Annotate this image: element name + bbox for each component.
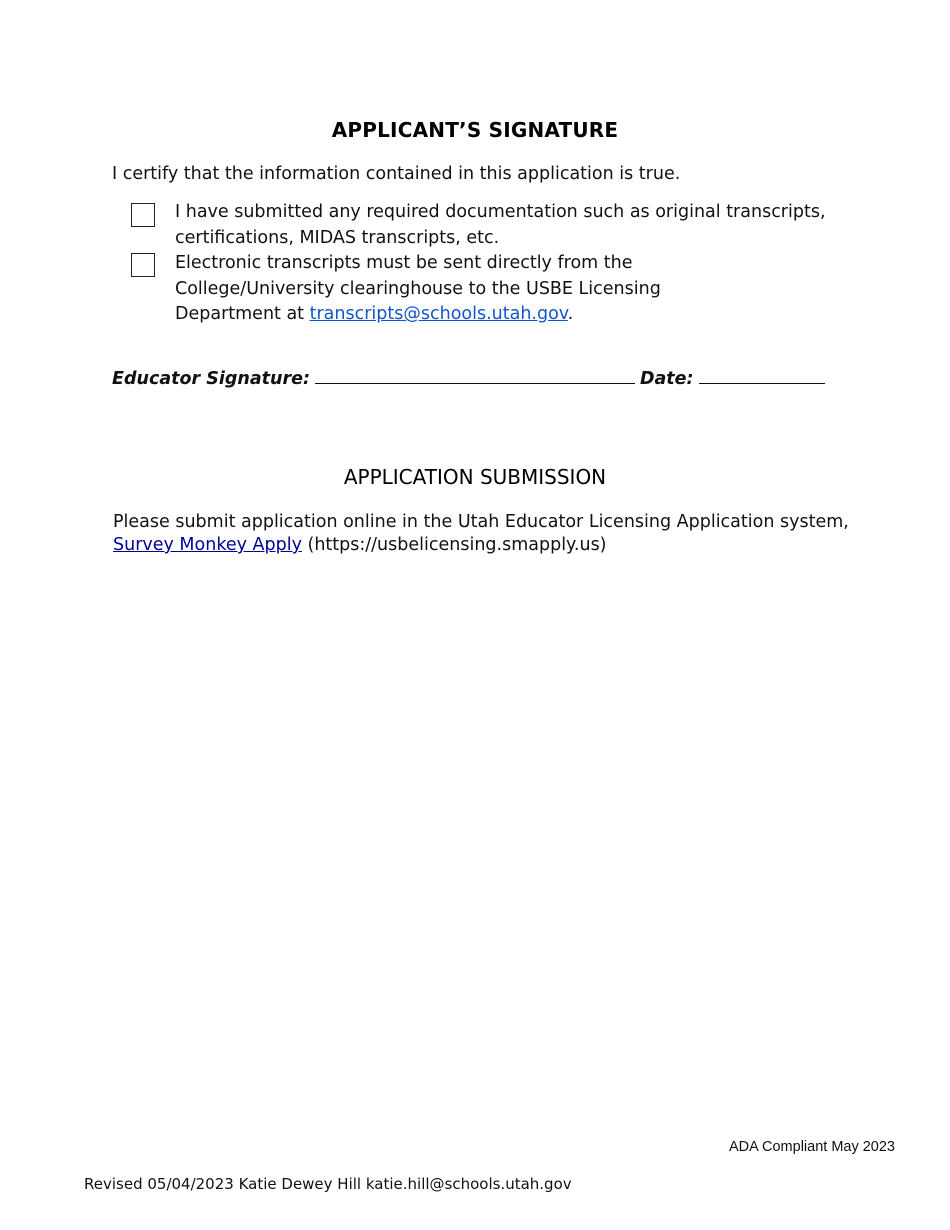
documentation-checkbox-label: I have submitted any required documentation such as original transcripts, certifications, MIDAS transcripts, etc. [175, 202, 826, 248]
educator-signature-field[interactable] [315, 382, 635, 384]
survey-monkey-apply-link[interactable]: Survey Monkey Apply [113, 535, 302, 555]
date-label: Date: [639, 369, 694, 389]
certification-statement: I certify that the information contained in this application is true. [112, 164, 681, 184]
signature-date-line [112, 369, 825, 389]
educator-signature-label: Educator Signature: [112, 369, 310, 389]
submission-instruction-text: Please submit application online in the Utah Educator Licensing Application system, [113, 512, 849, 532]
submission-heading: APPLICATION SUBMISSION [343, 465, 607, 489]
electronic-transcripts-checkbox[interactable] [131, 253, 155, 277]
electronic-transcripts-text: Electronic transcripts must be sent directly from the College/University clearinghouse to the USBE Licensing Department at [175, 253, 661, 324]
submission-instructions [113, 511, 873, 557]
date-field[interactable] [699, 382, 825, 384]
documentation-checkbox[interactable] [131, 203, 155, 227]
application-url-text: (https://usbelicensing.smapply.us) [301, 535, 607, 555]
revision-note: Revised 05/04/2023 Katie Dewey Hill katie.hill@schools.utah.gov [84, 1175, 572, 1193]
electronic-transcripts-period: . [567, 304, 574, 324]
transcripts-email-link[interactable]: transcripts@schools.utah.gov [309, 304, 568, 324]
electronic-transcripts-checkbox-label [175, 251, 675, 328]
signature-heading: APPLICANT’S SIGNATURE [331, 118, 619, 142]
ada-compliance-note: ADA Compliant May 2023 [728, 1139, 895, 1155]
